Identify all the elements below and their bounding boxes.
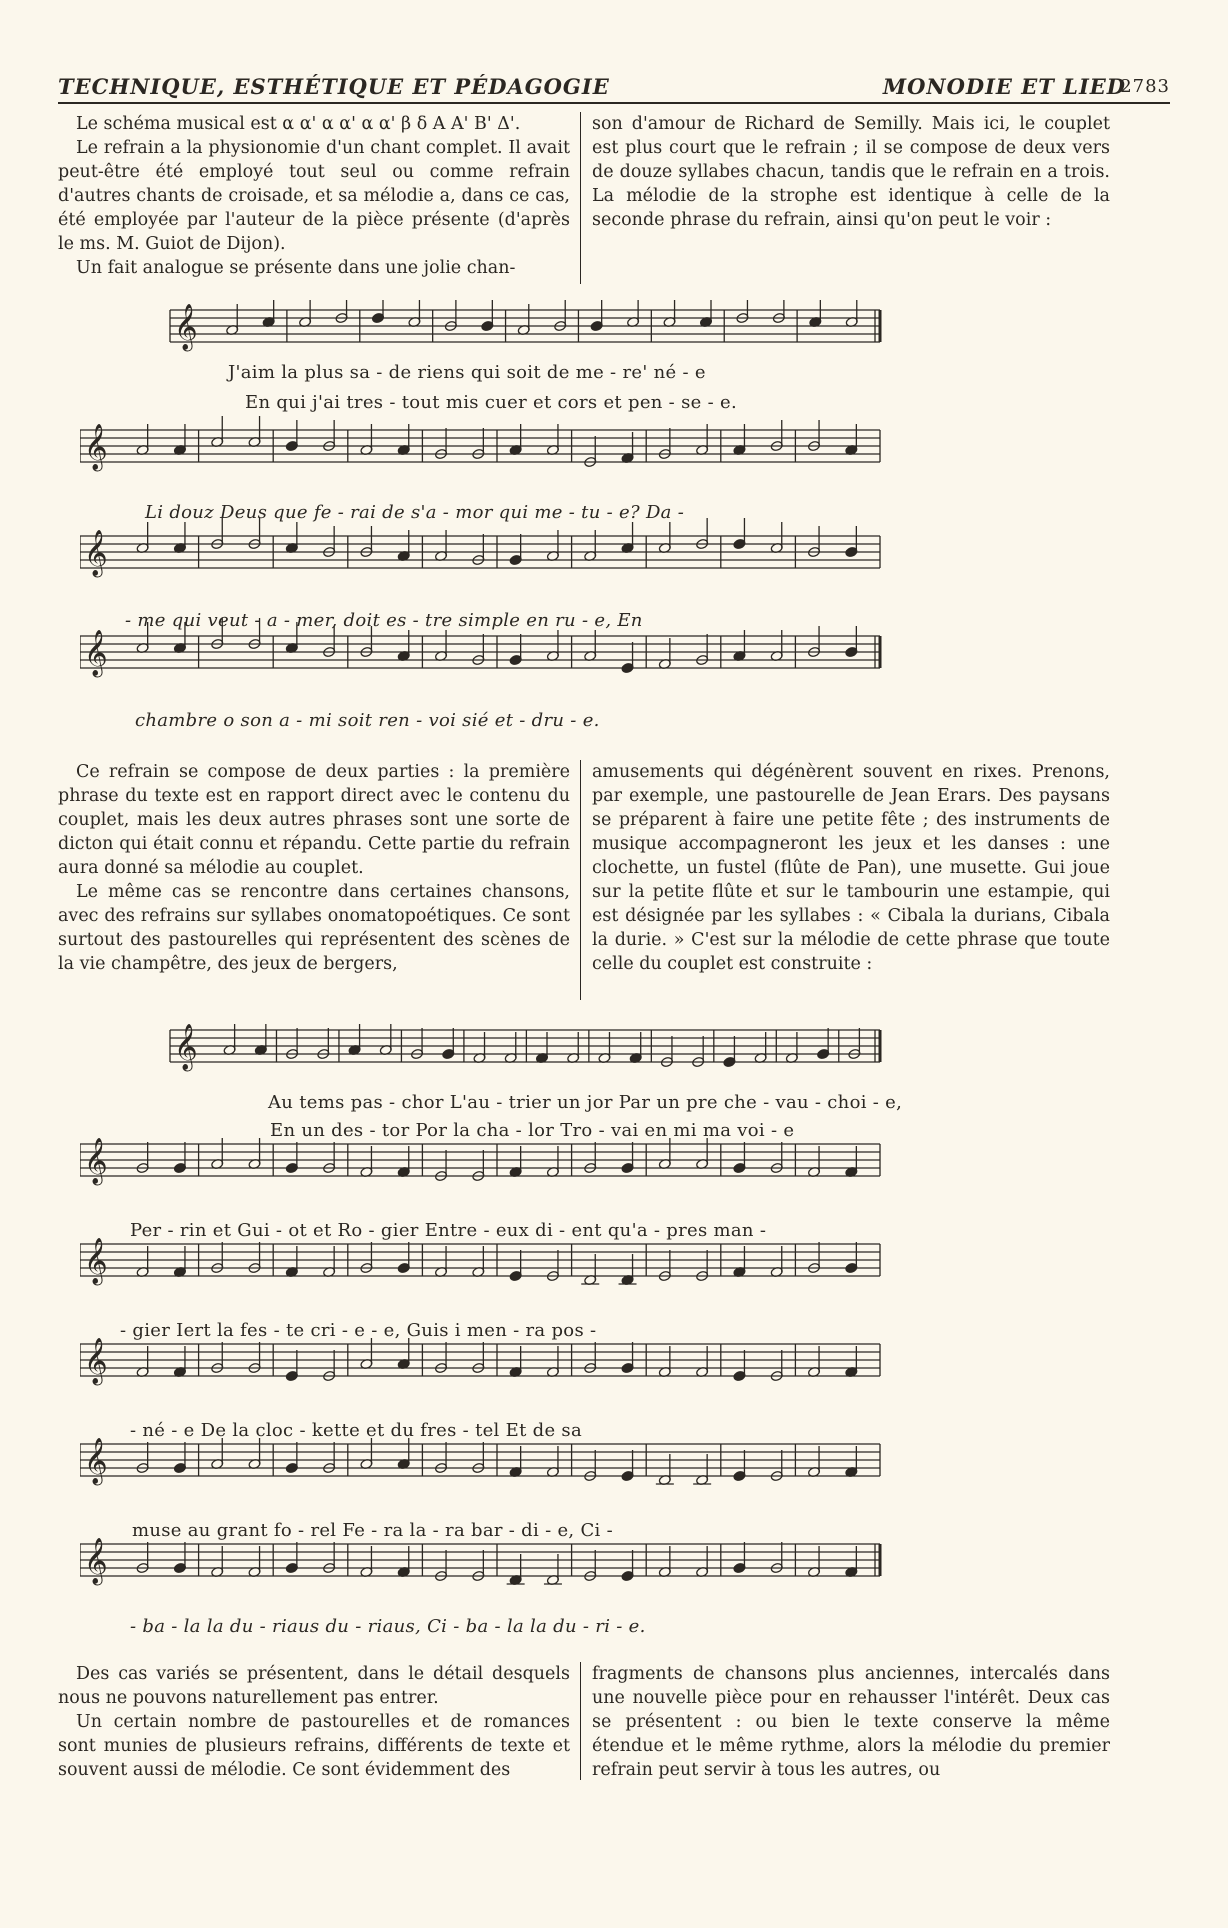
lyric-line: Per - rin et Gui - ot et Ro - gier Entre - eux di - ent qu'a - pres man -: [130, 1220, 767, 1241]
paragraph: Des cas variés se présentent, dans le détail desquels nous ne pouvons naturellement pas entrer.: [58, 1664, 570, 1708]
lyric-line: chambre o son a - mi soit ren - voi sié et - dru - e.: [135, 710, 600, 731]
lyric-line: Au tems pas - chor L'au - trier un jor Par un pre che - vau - choi - e,: [268, 1092, 903, 1113]
paragraph: Ce refrain se compose de deux parties : la première phrase du texte est en rapport direct avec le contenu du couplet, mais les deux autres phrases sont une sorte de dicton qui était connu et répandu. Cette partie du refrain aura donné sa mélodie au couplet.: [58, 762, 570, 878]
bottom-left-column: [58, 1662, 570, 1782]
bottom-right-column: [592, 1662, 1110, 1782]
treble-clef-icon: 𝄞: [84, 630, 108, 676]
treble-clef-icon: 𝄞: [174, 1024, 198, 1070]
paragraph: Un certain nombre de pastourelles et de romances sont munies de plusieurs refrains, différents de texte et souvent aussi de mélodie. Ce sont évidemment des: [58, 1712, 570, 1780]
paragraph: Un fait analogue se présente dans une jolie chan-: [76, 258, 516, 278]
column-rule: [580, 112, 581, 284]
column-rule: [580, 760, 581, 1000]
treble-clef-icon: 𝄞: [84, 1338, 108, 1384]
treble-clef-icon: 𝄞: [84, 1238, 108, 1284]
paragraph: Le même cas se rencontre dans certaines chansons, avec des refrains sur syllabes onomatopoétiques. Ce sont surtout des pastourelles qui représentent des scènes de la vie champêtre, des jeux de bergers,: [58, 882, 570, 974]
lyric-line: J'aim la plus sa - de riens qui soit de me - re' né - e: [228, 362, 706, 383]
lyric-line: - né - e De la cloc - kette et du fres - tel Et de sa: [130, 1420, 582, 1441]
treble-clef-icon: 𝄞: [84, 424, 108, 470]
music-example-2: [80, 1020, 1080, 1640]
top-left-column: [58, 112, 570, 280]
music-example-1: [80, 300, 1080, 740]
treble-clef-icon: 𝄞: [84, 530, 108, 576]
lyric-line: En qui j'ai tres - tout mis cuer et cors et pen - se - e.: [245, 392, 737, 413]
treble-clef-icon: 𝄞: [84, 1438, 108, 1484]
lyric-line: muse au grant fo - rel Fe - ra la - ra bar - di - e, Ci -: [132, 1520, 614, 1541]
lyric-line: - ba - la la du - riaus du - riaus, Ci - ba - la la du - ri - e.: [130, 1616, 646, 1637]
top-right-column: [592, 112, 1110, 232]
paragraph: Le schéma musical est α α' α α' α α' β δ A A' B' Δ'.: [76, 114, 521, 134]
lyric-line: - me qui veut - a - mer, doit es - tre simple en ru - e, En: [125, 610, 643, 631]
lyric-line: - gier Iert la fes - te cri - e - e, Guis i men - ra pos -: [120, 1320, 597, 1341]
running-header: [58, 70, 1170, 104]
middle-right-column: [592, 760, 1110, 976]
treble-clef-icon: 𝄞: [84, 1138, 108, 1184]
paragraph: Le refrain a la physionomie d'un chant complet. Il avait peut-être été employé tout seul ou comme refrain d'autres chants de croisade, et sa mélodie a, dans ce cas, été employée par l'auteur de la pièce présente (d'après le ms. M. Guiot de Dijon).: [58, 138, 570, 254]
header-right-title: MONODIE ET LIED: [882, 74, 1126, 99]
lyric-line: Li douz Deus que fe - rai de s'a - mor qui me - tu - e? Da -: [145, 502, 685, 523]
middle-left-column: [58, 760, 570, 976]
paragraph: fragments de chansons plus anciennes, intercalés dans une nouvelle pièce pour en rehausser l'intérêt. Deux cas se présentent : ou bien le texte conserve la même étendue et le même rythme, alors la mélodie du premier refrain peut servir à tous les autres, ou: [592, 1664, 1110, 1780]
header-left-title: TECHNIQUE, ESTHÉTIQUE ET PÉDAGOGIE: [58, 74, 610, 99]
page-number: 2783: [1120, 76, 1170, 97]
paragraph: amusements qui dégénèrent souvent en rixes. Prenons, par exemple, une pastourelle de Jean Erars. Des paysans se préparent à faire une petite fête ; des instruments de musique accompagneront les jeux et les danses : une clochette, un fustel (flûte de Pan), une musette. Gui joue sur la petite flûte et sur le tambourin une estampie, qui est désignée par les syllabes : « Cibala la durians, Cibala la durie. » C'est sur la mélodie de cette phrase que toute celle du couplet est construite :: [592, 762, 1110, 974]
treble-clef-icon: 𝄞: [84, 1538, 108, 1584]
lyric-line: En un des - tor Por la cha - lor Tro - vai en mi ma voi - e: [270, 1120, 795, 1141]
column-rule: [580, 1662, 581, 1780]
paragraph: son d'amour de Richard de Semilly. Mais ici, le couplet est plus court que le refrain ; il se compose de deux vers de douze syllabes chacun, tandis que le refrain en a trois. La mélodie de la strophe est identique à celle de la seconde phrase du refrain, ainsi qu'on peut le voir :: [592, 114, 1110, 230]
treble-clef-icon: 𝄞: [174, 304, 198, 350]
